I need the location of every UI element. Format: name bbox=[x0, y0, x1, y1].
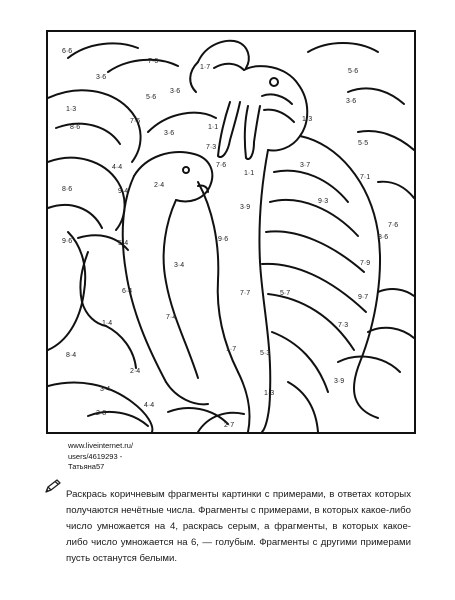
example-label: 5·5 bbox=[358, 140, 369, 147]
example-label: 7·6 bbox=[148, 58, 159, 65]
example-label: 5·6 bbox=[146, 94, 157, 101]
example-label: 9·6 bbox=[218, 236, 229, 243]
credit-user-line: users/4619293 - bbox=[68, 451, 123, 461]
example-label: 3·7 bbox=[300, 162, 311, 169]
example-label: 7·6 bbox=[216, 162, 227, 169]
example-label: 4·4 bbox=[112, 164, 123, 171]
example-label: 2·4 bbox=[130, 368, 141, 375]
example-label: 1·7 bbox=[200, 64, 211, 71]
example-label: 5·4 bbox=[118, 240, 129, 247]
example-label: 7·7 bbox=[240, 290, 251, 297]
example-label: 7·3 bbox=[338, 322, 349, 329]
example-label: 8·6 bbox=[378, 234, 389, 241]
example-label: 4·4 bbox=[144, 402, 155, 409]
example-label: 7·3 bbox=[206, 144, 217, 151]
example-label: 3·6 bbox=[346, 98, 357, 105]
coloring-picture-frame bbox=[46, 30, 416, 434]
example-label: 3·6 bbox=[164, 130, 175, 137]
walrus-coloring-outline bbox=[48, 32, 414, 432]
example-label: 7·6 bbox=[130, 118, 141, 125]
example-label: 8·6 bbox=[62, 186, 73, 193]
example-label: 1·1 bbox=[244, 170, 255, 177]
example-label: 5·7 bbox=[280, 290, 291, 297]
example-label: 2·7 bbox=[224, 422, 235, 429]
example-label: 3·4 bbox=[100, 386, 111, 393]
example-label: 1·3 bbox=[302, 116, 313, 123]
pencil-icon bbox=[44, 478, 62, 494]
example-label: 3·9 bbox=[240, 204, 251, 211]
credit-site-line: www.liveinternet.ru/ bbox=[68, 441, 134, 450]
example-label: 3·9 bbox=[334, 378, 345, 385]
example-label: 6·6 bbox=[62, 48, 73, 55]
instructions-text: Раскрась коричневым фрагменты картинки с примерами, в ответах которых получаются нечётные числа. Фрагменты с примерами, в которых какое-либо число умножается на 4, раскрась серым, а фрагменты, в которых какое-либо число умножается на 6, — голубым. Фрагменты с другими примерами пусть останутся белыми. bbox=[66, 489, 411, 564]
example-label: 5·6 bbox=[348, 68, 359, 75]
example-label: 9·3 bbox=[318, 198, 329, 205]
task-instructions bbox=[66, 487, 411, 567]
example-label: 1·4 bbox=[102, 320, 113, 327]
example-label: 3·6 bbox=[96, 74, 107, 81]
example-label: 8·4 bbox=[66, 352, 77, 359]
example-label: 2·4 bbox=[154, 182, 165, 189]
example-label: 9·4 bbox=[118, 188, 129, 195]
example-label: 1·7 bbox=[226, 346, 237, 353]
example-label: 5·3 bbox=[260, 350, 271, 357]
example-label: 3·4 bbox=[174, 262, 185, 269]
example-label: 7·1 bbox=[360, 174, 371, 181]
credit-author-line: Татьяна57 bbox=[68, 462, 105, 471]
example-label: 7·6 bbox=[388, 222, 399, 229]
example-label: 1·3 bbox=[264, 390, 275, 397]
example-label: 7·4 bbox=[166, 314, 177, 321]
example-label: 2·8 bbox=[96, 410, 107, 417]
example-label: 6·4 bbox=[122, 288, 133, 295]
example-label: 1·3 bbox=[66, 106, 77, 113]
example-label: 9·7 bbox=[358, 294, 369, 301]
example-label: 8·6 bbox=[70, 124, 81, 131]
example-label: 7·9 bbox=[360, 260, 371, 267]
example-label: 9·6 bbox=[62, 238, 73, 245]
example-label: 3·6 bbox=[170, 88, 181, 95]
source-credit bbox=[68, 441, 133, 473]
example-label: 1·1 bbox=[208, 124, 219, 131]
